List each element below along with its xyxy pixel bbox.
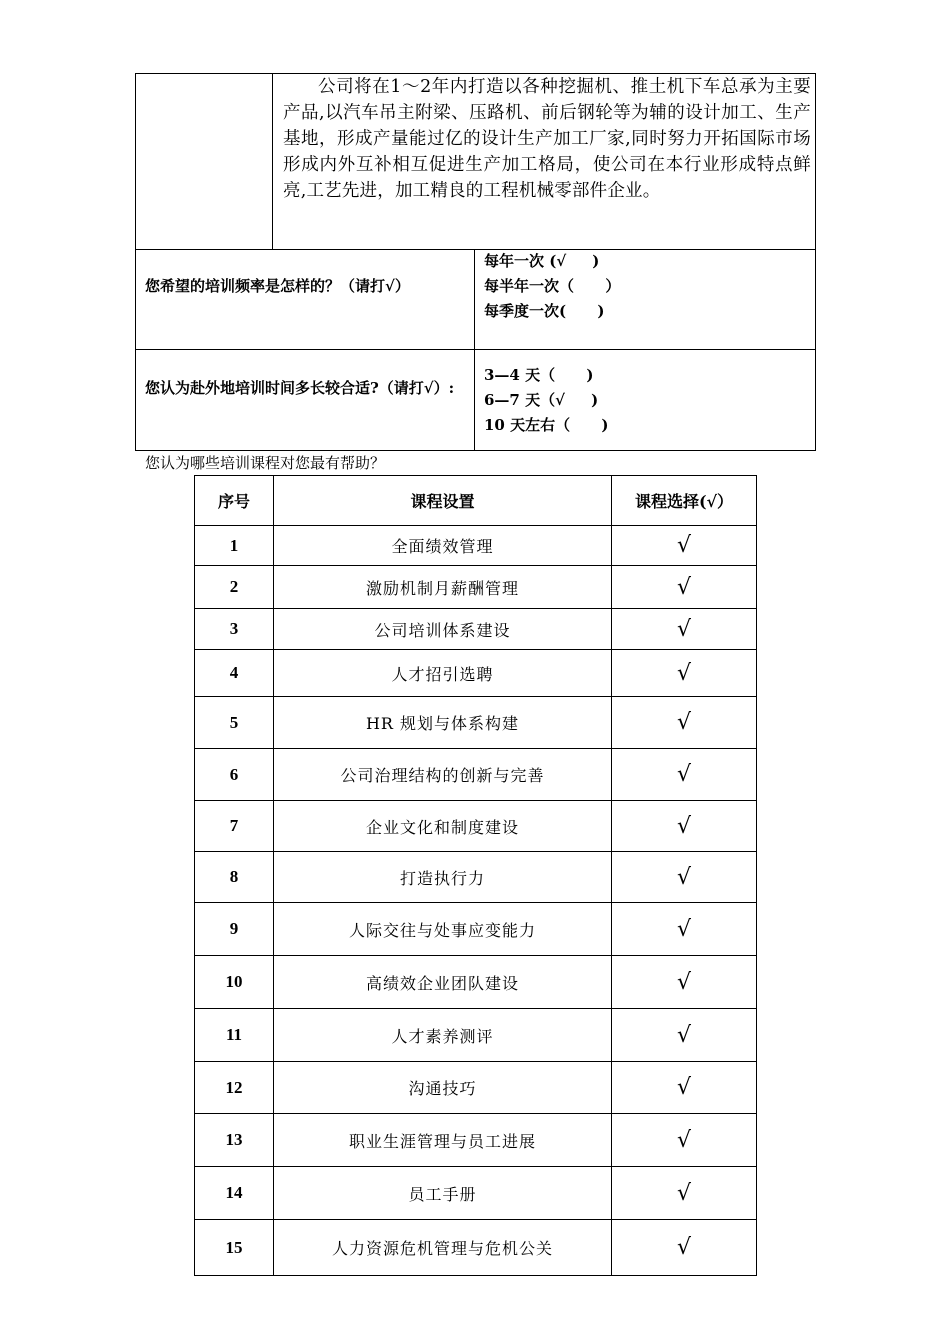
- course-check-mark[interactable]: √: [612, 1062, 757, 1114]
- duration-option-3-4-days[interactable]: 3—4 天（ ): [484, 366, 594, 384]
- table-row: [195, 1114, 757, 1167]
- duration-question: 您认为赴外地培训时间多长较合适?（请打√）:: [145, 379, 455, 397]
- frequency-option-yearly[interactable]: 每年一次 (√ ): [484, 252, 600, 270]
- course-table-header: [195, 476, 757, 526]
- row23-divider: [474, 249, 475, 451]
- table-row: [195, 852, 757, 903]
- course-check-mark[interactable]: √: [612, 697, 757, 749]
- course-check-mark[interactable]: √: [612, 526, 757, 566]
- table-row: [195, 1062, 757, 1114]
- course-check-mark[interactable]: √: [612, 956, 757, 1009]
- duration-option-10-days[interactable]: 10 天左右（ ): [484, 416, 609, 434]
- course-number: 5: [195, 697, 274, 749]
- course-check-mark[interactable]: √: [612, 801, 757, 852]
- course-number: 1: [195, 526, 274, 566]
- course-name: 职业生涯管理与员工进展: [274, 1114, 612, 1167]
- course-check-mark[interactable]: √: [612, 566, 757, 609]
- table-row: [195, 801, 757, 852]
- table-row: [195, 650, 757, 697]
- row1-bottom-border: [136, 249, 815, 250]
- courses-question: 您认为哪些培训课程对您最有帮助？: [145, 454, 386, 472]
- course-name: 人才素养测评: [274, 1009, 612, 1062]
- course-name: 激励机制月薪酬管理: [274, 566, 612, 609]
- table-row: [195, 956, 757, 1009]
- course-number: 8: [195, 852, 274, 903]
- course-name: HR 规划与体系构建: [274, 697, 612, 749]
- course-name: 员工手册: [274, 1167, 612, 1220]
- course-number: 4: [195, 650, 274, 697]
- table-row: [195, 1009, 757, 1062]
- table-row: [195, 697, 757, 749]
- table-row: [195, 1220, 757, 1276]
- course-check-mark[interactable]: √: [612, 609, 757, 650]
- header-course-setting: 课程设置: [274, 476, 612, 526]
- table-row: [195, 903, 757, 956]
- course-name: 沟通技巧: [274, 1062, 612, 1114]
- row1-divider: [272, 74, 273, 249]
- header-number: 序号: [195, 476, 274, 526]
- frequency-option-quarterly[interactable]: 每季度一次( ): [484, 302, 605, 320]
- frequency-option-half-yearly[interactable]: 每半年一次（ ）: [484, 277, 621, 295]
- course-table: [194, 475, 757, 1276]
- course-name: 公司治理结构的创新与完善: [274, 749, 612, 801]
- course-check-mark[interactable]: √: [612, 1167, 757, 1220]
- course-check-mark[interactable]: √: [612, 903, 757, 956]
- table-row: [195, 749, 757, 801]
- course-number: 2: [195, 566, 274, 609]
- course-name: 公司培训体系建设: [274, 609, 612, 650]
- course-number: 3: [195, 609, 274, 650]
- course-table-body: [195, 526, 757, 1276]
- course-name: 人际交往与处事应变能力: [274, 903, 612, 956]
- course-name: 企业文化和制度建设: [274, 801, 612, 852]
- survey-top-table: [135, 73, 816, 451]
- course-number: 12: [195, 1062, 274, 1114]
- course-name: 人力资源危机管理与危机公关: [274, 1220, 612, 1276]
- course-check-mark[interactable]: √: [612, 650, 757, 697]
- table-row: [195, 526, 757, 566]
- course-number: 11: [195, 1009, 274, 1062]
- duration-options: [484, 363, 609, 438]
- course-name: 高绩效企业团队建设: [274, 956, 612, 1009]
- company-plan-paragraph: 公司将在1～2年内打造以各种挖掘机、推土机下车总承为主要产品,以汽车吊主附梁、压路机、前后钢轮等为辅的设计加工、生产基地，形成产量能过亿的设计生产加工厂家,同时努力开拓国际市场形成内外互补相互促进生产加工格局，使公司在本行业形成特点鲜亮,工艺先进，加工精良的工程机械零部件企业。: [283, 77, 811, 201]
- course-number: 9: [195, 903, 274, 956]
- course-number: 15: [195, 1220, 274, 1276]
- duration-option-6-7-days[interactable]: 6—7 天（√ ): [484, 391, 599, 409]
- course-number: 7: [195, 801, 274, 852]
- table-row: [195, 1167, 757, 1220]
- course-name: 打造执行力: [274, 852, 612, 903]
- course-check-mark[interactable]: √: [612, 749, 757, 801]
- row2-bottom-border: [136, 349, 815, 350]
- course-number: 10: [195, 956, 274, 1009]
- course-number: 6: [195, 749, 274, 801]
- frequency-question: 您希望的培训频率是怎样的？（请打√）: [145, 277, 410, 295]
- course-number: 14: [195, 1167, 274, 1220]
- course-name: 人才招引选聘: [274, 650, 612, 697]
- table-row: [195, 566, 757, 609]
- header-course-choice: 课程选择(√）: [612, 476, 757, 526]
- course-check-mark[interactable]: √: [612, 1220, 757, 1276]
- course-check-mark[interactable]: √: [612, 852, 757, 903]
- table-row: [195, 609, 757, 650]
- course-name: 全面绩效管理: [274, 526, 612, 566]
- course-check-mark[interactable]: √: [612, 1114, 757, 1167]
- course-number: 13: [195, 1114, 274, 1167]
- frequency-options: [484, 249, 620, 324]
- course-check-mark[interactable]: √: [612, 1009, 757, 1062]
